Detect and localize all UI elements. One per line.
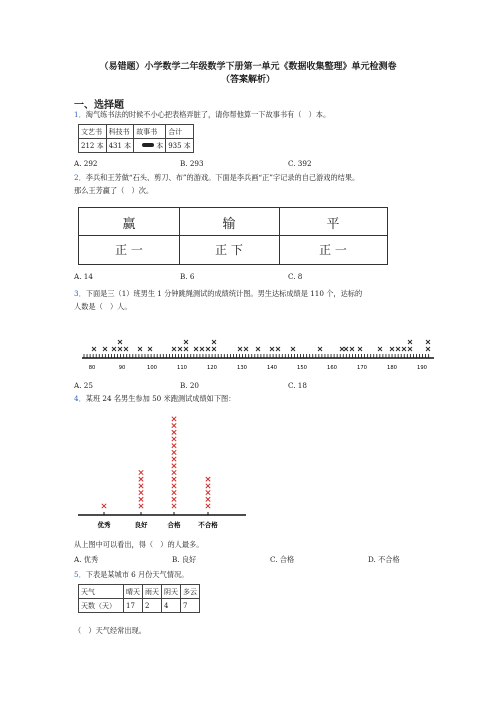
- data-point-x-icon: [350, 347, 354, 351]
- jump-rope-chart: [80, 332, 440, 374]
- table-header: 故事书: [134, 125, 166, 139]
- category-label: 合格: [167, 521, 181, 529]
- option-b: B. 良好: [172, 555, 197, 564]
- data-point-x-icon: [276, 347, 280, 351]
- data-point-x-icon: [396, 347, 400, 351]
- tick-label: 130: [237, 365, 247, 371]
- data-point-x-icon: [256, 347, 260, 351]
- option-c: C. 18: [288, 381, 307, 390]
- data-point-x-icon: [408, 347, 412, 351]
- data-point-x-icon: [92, 347, 96, 351]
- count-mark-x-icon: [172, 430, 176, 434]
- data-point-x-icon: [124, 347, 128, 351]
- question-3-line2: 人数是（ ）人。: [74, 302, 132, 311]
- question-3: [74, 288, 362, 300]
- page-title: （易错题）小学数学二年级数学下册第一单元《数据收集整理》单元检测卷: [99, 62, 397, 72]
- data-point-x-icon: [148, 347, 152, 351]
- question-number: 4．: [74, 394, 86, 403]
- question-number: 1．: [74, 110, 86, 119]
- count-mark-x-icon: [172, 477, 176, 481]
- count-mark-x-icon: [172, 504, 176, 508]
- data-point-x-icon: [238, 347, 242, 351]
- data-point-x-icon: [138, 347, 142, 351]
- weather-table: [78, 584, 200, 613]
- tick-label: 170: [357, 365, 367, 371]
- data-point-x-icon: [291, 347, 295, 351]
- count-mark-x-icon: [139, 497, 143, 501]
- option-b: B. 293: [180, 159, 204, 168]
- data-point-x-icon: [390, 347, 394, 351]
- table-cell: 431 本: [106, 139, 134, 153]
- table-header: 晴天: [124, 585, 143, 599]
- question-number: 2．: [74, 173, 86, 182]
- data-point-x-icon: [172, 347, 176, 351]
- option-a: A. 292: [74, 159, 98, 168]
- tally-header-draw: 平: [326, 217, 340, 232]
- tick-label: 110: [177, 365, 187, 371]
- data-point-x-icon: [184, 347, 188, 351]
- table-header: 天气: [79, 585, 124, 599]
- data-point-x-icon: [118, 347, 122, 351]
- tick-label: 190: [417, 365, 427, 371]
- data-point-x-icon: [200, 347, 204, 351]
- question-4-prompt: 从上图中可以看出，得（ ）的人最多。: [74, 540, 204, 549]
- data-point-x-icon: [318, 347, 322, 351]
- data-point-x-icon: [103, 347, 107, 351]
- tally-draw: 正 一: [319, 243, 347, 257]
- question-2: [74, 172, 359, 184]
- table-cell: 17: [124, 599, 143, 613]
- count-mark-x-icon: [139, 484, 143, 488]
- count-mark-x-icon: [172, 450, 176, 454]
- question-1: [74, 109, 330, 121]
- category-label: 不合格: [198, 521, 218, 529]
- table-header: 合计: [166, 125, 194, 139]
- count-mark-x-icon: [172, 490, 176, 494]
- question-text: 某班 24 名男生参加 50 米跑测试成绩如下图：: [85, 394, 236, 403]
- table-cell: 天数（天）: [79, 599, 124, 613]
- table-divider: [79, 235, 387, 236]
- data-point-x-icon: [270, 347, 274, 351]
- question-number: 3．: [74, 289, 86, 298]
- count-mark-x-icon: [206, 484, 210, 488]
- category-label: 优秀: [97, 521, 111, 529]
- table-cell: 935 本: [166, 139, 194, 153]
- table-header: 多云: [181, 585, 200, 599]
- tick-label: 80: [88, 365, 96, 371]
- count-mark-x-icon: [102, 504, 106, 508]
- table-header: 科技书: [106, 125, 134, 139]
- data-point-x-icon: [212, 347, 216, 351]
- question-text: 下表是某城市 6 月份天气情况。: [85, 570, 189, 579]
- count-mark-x-icon: [172, 464, 176, 468]
- tally-header-win: 赢: [122, 217, 136, 232]
- data-point-x-icon: [212, 340, 216, 344]
- count-mark-x-icon: [172, 423, 176, 427]
- table-cell: 2: [143, 599, 162, 613]
- question-5-prompt: （ ）天气经常出现。: [74, 626, 146, 635]
- question-4: [74, 393, 235, 405]
- count-mark-x-icon: [172, 484, 176, 488]
- count-mark-x-icon: [139, 490, 143, 494]
- data-point-x-icon: [426, 347, 430, 351]
- option-b: B. 20: [180, 381, 199, 390]
- count-mark-x-icon: [139, 470, 143, 474]
- table-cell: 212 本: [79, 139, 107, 153]
- data-point-x-icon: [112, 347, 116, 351]
- tick-label: 140: [267, 365, 277, 371]
- axis-line: [82, 354, 434, 358]
- table-cell: 4: [162, 599, 181, 613]
- question-text: 李兵和王芳做“石头、剪刀、布”的游戏。下面是李兵画“正”字记录的自己游戏的结果。: [85, 173, 360, 182]
- data-point-x-icon: [206, 347, 210, 351]
- question-2-line2: 那么王芳赢了（ ）次。: [74, 186, 154, 195]
- tally-header-lose: 输: [222, 217, 236, 232]
- option-a: A. 25: [74, 381, 93, 390]
- data-point-x-icon: [244, 347, 248, 351]
- q1-table: [78, 124, 194, 153]
- tick-label: 100: [147, 365, 157, 371]
- data-point-x-icon: [344, 347, 348, 351]
- option-c: C. 合格: [270, 555, 295, 564]
- data-point-x-icon: [340, 347, 344, 351]
- count-mark-x-icon: [172, 497, 176, 501]
- table-cell-smudged: 本: [134, 139, 166, 153]
- option-a: A. 14: [74, 272, 93, 281]
- tally-win: 正 一: [115, 243, 143, 257]
- question-text: 下面是三（1）班男生 1 分钟跳绳测试的成绩统计图。男生达标成绩是 110 个，达标的: [85, 289, 363, 298]
- table-header: 文艺书: [79, 125, 107, 139]
- count-mark-x-icon: [172, 470, 176, 474]
- data-point-x-icon: [402, 347, 406, 351]
- count-mark-x-icon: [172, 444, 176, 448]
- count-mark-x-icon: [206, 490, 210, 494]
- tally-table: [78, 207, 388, 265]
- count-mark-x-icon: [172, 437, 176, 441]
- count-mark-x-icon: [206, 504, 210, 508]
- tick-label: 150: [297, 365, 307, 371]
- option-a: A. 优秀: [74, 555, 99, 564]
- tick-label: 120: [207, 365, 217, 371]
- count-mark-x-icon: [139, 504, 143, 508]
- count-mark-x-icon: [139, 477, 143, 481]
- question-text: 淘气练书法的时候不小心把表格弄脏了，请你帮他算一下故事书有（ ）本。: [85, 110, 331, 119]
- ink-smudge-icon: [142, 143, 154, 147]
- category-label: 良好: [134, 521, 148, 529]
- data-point-x-icon: [178, 347, 182, 351]
- option-d: D. 不合格: [368, 555, 400, 564]
- question-number: 5．: [74, 570, 86, 579]
- data-point-x-icon: [184, 340, 188, 344]
- tally-lose: 正 下: [215, 243, 243, 257]
- tick-label: 90: [118, 365, 126, 371]
- count-mark-x-icon: [206, 477, 210, 481]
- question-5: [74, 569, 188, 581]
- running-test-chart: [78, 408, 248, 532]
- tick-label: 180: [387, 365, 397, 371]
- tick-label: 160: [327, 365, 337, 371]
- table-header: 雨天: [143, 585, 162, 599]
- section-heading: 一、选择题: [74, 100, 124, 111]
- data-point-x-icon: [118, 340, 122, 344]
- data-point-x-icon: [426, 340, 430, 344]
- count-mark-x-icon: [206, 497, 210, 501]
- data-point-x-icon: [358, 347, 362, 351]
- data-point-x-icon: [194, 347, 198, 351]
- count-mark-x-icon: [172, 457, 176, 461]
- option-c: C. 8: [288, 272, 303, 281]
- data-point-x-icon: [408, 340, 412, 344]
- option-c: C. 392: [288, 159, 312, 168]
- option-b: B. 6: [180, 272, 195, 281]
- data-point-x-icon: [378, 347, 382, 351]
- page-subtitle: （答案解析）: [220, 75, 275, 85]
- count-mark-x-icon: [172, 417, 176, 421]
- table-header: 阴天: [162, 585, 181, 599]
- table-cell: 7: [181, 599, 200, 613]
